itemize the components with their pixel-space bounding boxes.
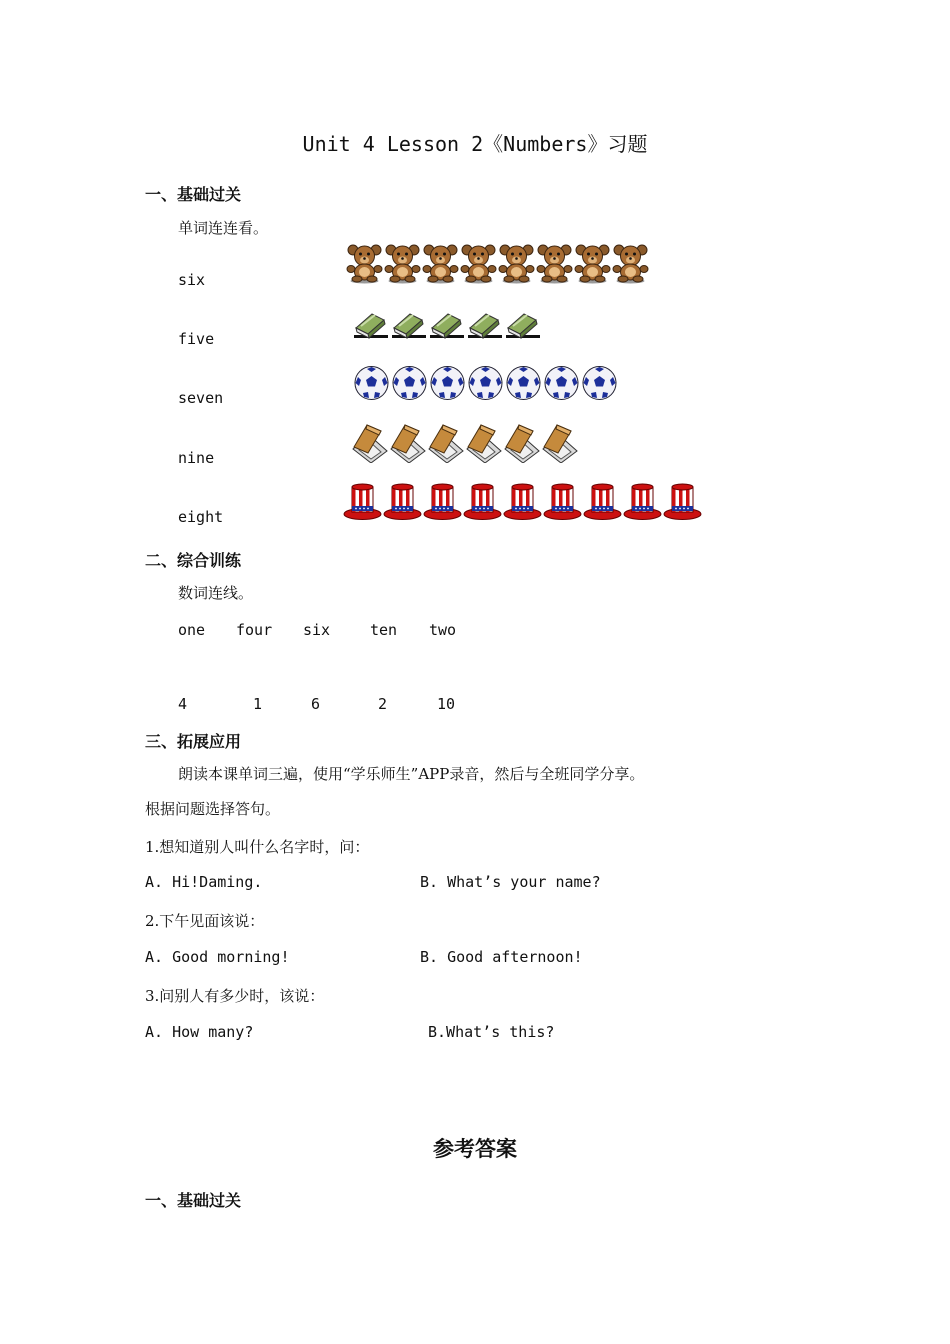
section2-instruction: 数词连线。 bbox=[178, 584, 254, 602]
top-hat-icon bbox=[503, 483, 542, 521]
number-word-5: two bbox=[429, 621, 457, 639]
top-hat-icon bbox=[663, 483, 702, 521]
teddy-bear-icon bbox=[536, 244, 573, 284]
number-word-1: one bbox=[178, 621, 206, 639]
section3-heading: 三、拓展应用 bbox=[145, 732, 242, 751]
section3-sub-instruction: 根据问题选择答句。 bbox=[145, 800, 281, 818]
question-2-option-a: A. Good morning! bbox=[145, 948, 290, 966]
section1-instruction: 单词连连看。 bbox=[178, 219, 269, 237]
eraser-icon bbox=[390, 306, 427, 340]
eraser-icon bbox=[504, 306, 541, 340]
soccer-ball-icon bbox=[505, 365, 542, 401]
top-hat-icon bbox=[543, 483, 582, 521]
match-word-2: five bbox=[178, 330, 215, 348]
teddy-bear-row bbox=[346, 244, 649, 284]
teddy-bear-icon bbox=[384, 244, 421, 284]
section3-instruction: 朗读本课单词三遍，使用“学乐师生”APP录音，然后与全班同学分享。 bbox=[178, 765, 645, 783]
answer-key-title: 参考答案 bbox=[433, 1136, 517, 1161]
pencil-box-icon bbox=[427, 423, 464, 463]
teddy-bear-icon bbox=[422, 244, 459, 284]
question-3-option-a: A. How many? bbox=[145, 1023, 254, 1041]
number-digit-1: 4 bbox=[178, 695, 188, 713]
question-2-option-b: B. Good afternoon! bbox=[420, 948, 583, 966]
soccer-ball-icon bbox=[543, 365, 580, 401]
soccer-ball-icon bbox=[429, 365, 466, 401]
top-hat-icon bbox=[583, 483, 622, 521]
soccer-ball-row bbox=[353, 365, 618, 401]
soccer-ball-icon bbox=[391, 365, 428, 401]
number-digit-5: 10 bbox=[437, 695, 456, 713]
top-hat-icon bbox=[383, 483, 422, 521]
teddy-bear-icon bbox=[460, 244, 497, 284]
question-3: 3.问别人有多少时，该说： bbox=[145, 987, 325, 1005]
teddy-bear-icon bbox=[574, 244, 611, 284]
pencil-box-icon bbox=[541, 423, 578, 463]
soccer-ball-icon bbox=[353, 365, 390, 401]
eraser-icon bbox=[428, 306, 465, 340]
eraser-icon bbox=[466, 306, 503, 340]
number-digit-2: 1 bbox=[253, 695, 263, 713]
section1-heading: 一、基础过关 bbox=[145, 185, 242, 204]
answer-section1-heading: 一、基础过关 bbox=[145, 1191, 242, 1210]
match-word-3: seven bbox=[178, 389, 224, 407]
soccer-ball-icon bbox=[581, 365, 618, 401]
number-digit-3: 6 bbox=[311, 695, 321, 713]
number-word-3: six bbox=[303, 621, 331, 639]
top-hat-icon bbox=[463, 483, 502, 521]
pencil-box-icon bbox=[503, 423, 540, 463]
question-3-option-b: B.What’s this? bbox=[428, 1023, 555, 1041]
page-title: Unit 4 Lesson 2《Numbers》习题 bbox=[302, 132, 648, 156]
soccer-ball-icon bbox=[467, 365, 504, 401]
teddy-bear-icon bbox=[346, 244, 383, 284]
pencil-box-row bbox=[351, 423, 578, 463]
number-word-2: four bbox=[236, 621, 273, 639]
match-word-5: eight bbox=[178, 508, 224, 526]
number-word-4: ten bbox=[370, 621, 398, 639]
pencil-box-icon bbox=[465, 423, 502, 463]
top-hat-icon bbox=[423, 483, 462, 521]
number-digit-4: 2 bbox=[378, 695, 388, 713]
question-1-option-a: A. Hi!Daming. bbox=[145, 873, 263, 891]
teddy-bear-icon bbox=[612, 244, 649, 284]
eraser-row bbox=[352, 306, 541, 340]
eraser-icon bbox=[352, 306, 389, 340]
match-word-4: nine bbox=[178, 449, 215, 467]
question-1: 1.想知道别人叫什么名字时，问： bbox=[145, 838, 370, 856]
top-hat-icon bbox=[623, 483, 662, 521]
pencil-box-icon bbox=[351, 423, 388, 463]
top-hat-row bbox=[343, 483, 702, 521]
pencil-box-icon bbox=[389, 423, 426, 463]
question-1-option-b: B. What’s your name? bbox=[420, 873, 601, 891]
question-2: 2.下午见面该说： bbox=[145, 912, 265, 930]
teddy-bear-icon bbox=[498, 244, 535, 284]
match-word-1: six bbox=[178, 271, 206, 289]
top-hat-icon bbox=[343, 483, 382, 521]
section2-heading: 二、综合训练 bbox=[145, 551, 242, 570]
